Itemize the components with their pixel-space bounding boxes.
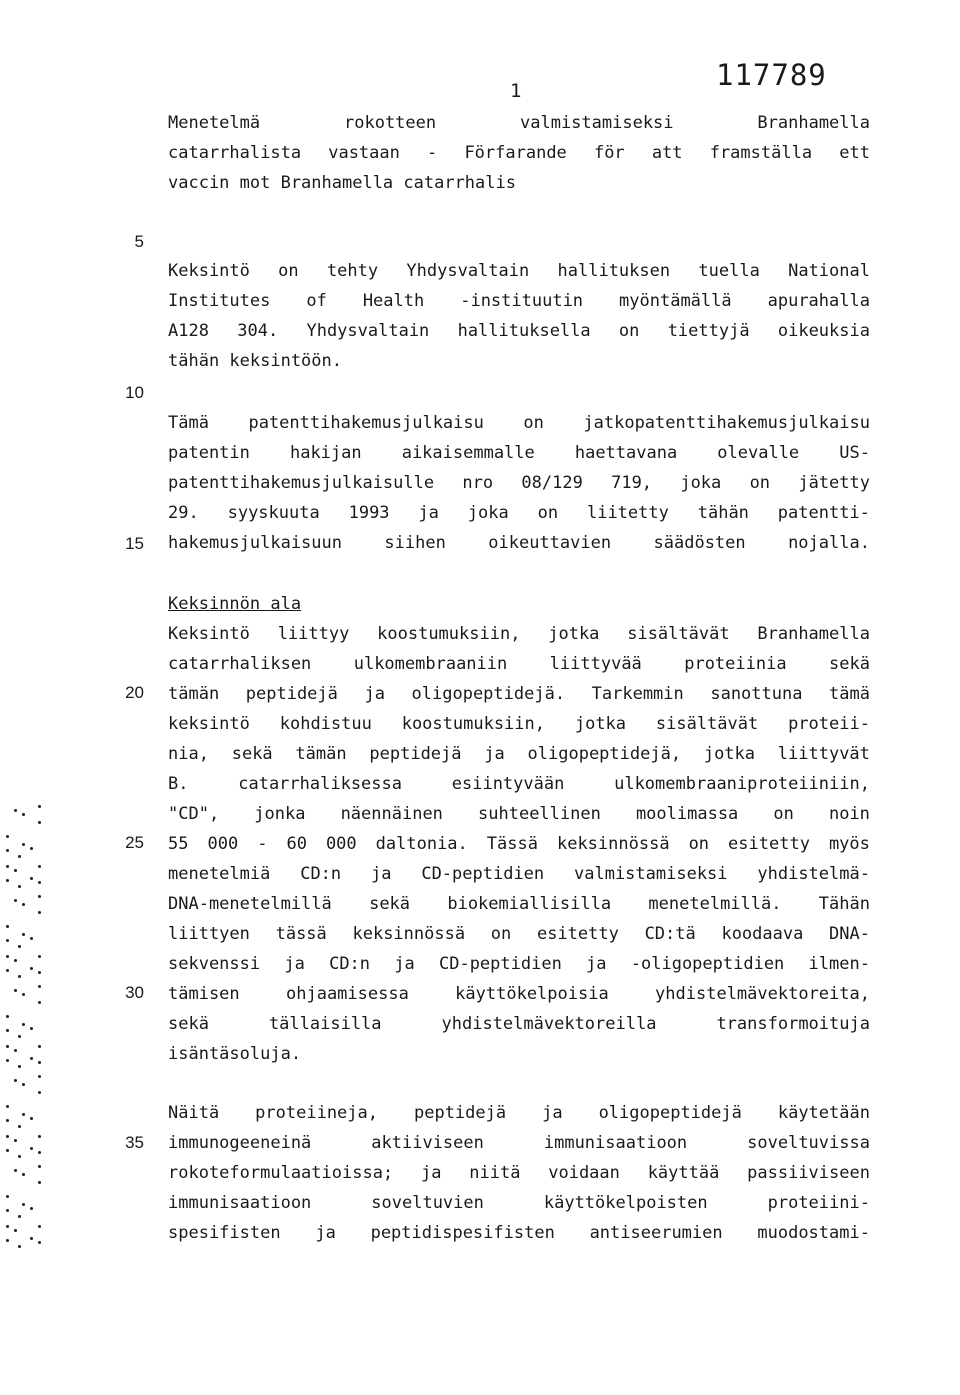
- para3-line: menetelmiä CD:n ja CD-peptidien valmistamiseksi yhdistelmä-: [168, 864, 870, 884]
- binding-dot: [6, 969, 9, 972]
- binding-dot: [38, 1135, 41, 1138]
- margin-line-number: 25: [125, 833, 144, 852]
- para3-line: "CD", jonka näennäinen suhteellinen moolimassa on noin: [168, 804, 870, 824]
- para3-line: DNA-menetelmillä sekä biokemiallisilla menetelmillä. Tähän: [168, 894, 870, 914]
- binding-dot: [18, 1215, 21, 1218]
- para3-line: 55 000 - 60 000 daltonia. Tässä keksinnössä on esitetty myös: [168, 834, 870, 854]
- binding-dot: [38, 805, 41, 808]
- binding-dot: [38, 865, 41, 868]
- binding-dots-decoration: [0, 805, 44, 1255]
- binding-dot: [30, 1057, 33, 1060]
- binding-dot: [6, 939, 9, 942]
- binding-dot: [6, 1225, 9, 1228]
- para2-line: patenttihakemusjulkaisulle nro 08/129 719, joka on jätetty: [168, 473, 870, 493]
- binding-dot: [6, 955, 9, 958]
- binding-dot: [6, 1149, 9, 1152]
- binding-dot: [30, 1027, 33, 1030]
- binding-dot: [22, 843, 25, 846]
- para4-line: immunogeeneinä aktiiviseen immunisaatioon soveltuvissa: [168, 1133, 870, 1153]
- binding-dot: [22, 993, 25, 996]
- binding-dot: [18, 1035, 21, 1038]
- para2-line: patentin hakijan aikaisemmalle haettavana olevalle US-: [168, 443, 870, 463]
- binding-dot: [6, 849, 9, 852]
- binding-dot: [6, 1135, 9, 1138]
- binding-dot: [22, 813, 25, 816]
- binding-dot: [6, 865, 9, 868]
- binding-dot: [30, 937, 33, 940]
- binding-dot: [6, 1029, 9, 1032]
- binding-dot: [14, 809, 17, 812]
- binding-dot: [18, 885, 21, 888]
- binding-dot: [30, 1207, 33, 1210]
- binding-dot: [38, 1241, 41, 1244]
- para3-line: nia, sekä tämän peptidejä ja oligopeptidejä, jotka liittyvät: [168, 744, 870, 764]
- binding-dot: [30, 1237, 33, 1240]
- para3-line: sekvenssi ja CD:n ja CD-peptidien ja -oligopeptidien ilmen-: [168, 954, 870, 974]
- para4-line: immunisaatioon soveltuvien käyttökelpoisten proteiini-: [168, 1193, 870, 1213]
- para2-line: hakemusjulkaisuun siihen oikeuttavien säädösten nojalla.: [168, 533, 870, 553]
- binding-dot: [6, 1195, 9, 1198]
- binding-dot: [6, 1119, 9, 1122]
- para3-line: isäntäsoluja.: [168, 1044, 302, 1064]
- binding-dot: [30, 877, 33, 880]
- binding-dot: [38, 1045, 41, 1048]
- binding-dot: [38, 911, 41, 914]
- binding-dot: [6, 879, 9, 882]
- binding-dot: [18, 1125, 21, 1128]
- binding-dot: [38, 955, 41, 958]
- binding-dot: [22, 1083, 25, 1086]
- binding-dot: [14, 1229, 17, 1232]
- para3-line: tämän peptidejä ja oligopeptidejä. Tarkemmin sanottuna tämä: [168, 684, 870, 704]
- binding-dot: [14, 1079, 17, 1082]
- para4-line: spesifisten ja peptidispesifisten antiseerumien muodostami-: [168, 1223, 870, 1243]
- margin-line-number: 15: [125, 534, 144, 553]
- binding-dot: [18, 975, 21, 978]
- binding-dot: [6, 925, 9, 928]
- binding-dot: [14, 1139, 17, 1142]
- binding-dot: [18, 1245, 21, 1248]
- binding-dot: [18, 1155, 21, 1158]
- para3-line: B. catarrhaliksessa esiintyvään ulkomembraaniproteiiniin,: [168, 774, 870, 794]
- binding-dot: [38, 1091, 41, 1094]
- margin-line-number: 20: [125, 683, 144, 702]
- binding-dot: [30, 1117, 33, 1120]
- binding-dot: [22, 1203, 25, 1206]
- binding-dot: [6, 835, 9, 838]
- binding-dot: [14, 989, 17, 992]
- section-heading: Keksinnön ala: [168, 594, 302, 614]
- binding-dot: [38, 895, 41, 898]
- binding-dot: [38, 1181, 41, 1184]
- binding-dot: [30, 847, 33, 850]
- binding-dot: [30, 1147, 33, 1150]
- para3-line: catarrhaliksen ulkomembraaniin liittyvää proteiinia sekä: [168, 654, 870, 674]
- binding-dot: [38, 1001, 41, 1004]
- binding-dot: [6, 1105, 9, 1108]
- binding-dot: [30, 967, 33, 970]
- title-line: catarrhalista vastaan - Förfarande för att framställa ett: [168, 143, 870, 163]
- para3-line: tämisen ohjaamisessa käyttökelpoisia yhdistelmävektoreita,: [168, 984, 870, 1004]
- title-line: Menetelmä rokotteen valmistamiseksi Branhamella: [168, 113, 870, 133]
- binding-dot: [38, 985, 41, 988]
- binding-dot: [6, 1209, 9, 1212]
- binding-dot: [38, 1225, 41, 1228]
- binding-dot: [38, 1075, 41, 1078]
- binding-dot: [14, 1169, 17, 1172]
- document-number: 117789: [716, 58, 827, 92]
- para4-line: rokoteformulaatioissa; ja niitä voidaan käyttää passiiviseen: [168, 1163, 870, 1183]
- binding-dot: [38, 821, 41, 824]
- margin-line-number: 30: [125, 983, 144, 1002]
- binding-dot: [18, 855, 21, 858]
- binding-dot: [22, 903, 25, 906]
- para2-line: Tämä patenttihakemusjulkaisu on jatkopatenttihakemusjulkaisu: [168, 413, 870, 433]
- para1-line: tähän keksintöön.: [168, 351, 342, 371]
- title-line: vaccin mot Branhamella catarrhalis: [168, 173, 516, 193]
- binding-dot: [6, 1239, 9, 1242]
- page-number: 1: [510, 80, 522, 102]
- para2-line: 29. syyskuuta 1993 ja joka on liitetty tähän patentti-: [168, 503, 870, 523]
- binding-dot: [14, 869, 17, 872]
- binding-dot: [6, 1015, 9, 1018]
- binding-dot: [14, 899, 17, 902]
- binding-dot: [6, 1045, 9, 1048]
- binding-dot: [18, 945, 21, 948]
- para1-line: Keksintö on tehty Yhdysvaltain hallituksen tuella National: [168, 261, 870, 281]
- para4-line: Näitä proteiineja, peptidejä ja oligopeptidejä käytetään: [168, 1103, 870, 1123]
- para3-line: liittyen tässä keksinnössä on esitetty CD:tä koodaava DNA-: [168, 924, 870, 944]
- binding-dot: [18, 1065, 21, 1068]
- binding-dot: [22, 933, 25, 936]
- margin-line-number: 10: [125, 383, 144, 402]
- para1-line: A128 304. Yhdysvaltain hallituksella on tiettyjä oikeuksia: [168, 321, 870, 341]
- para3-line: sekä tällaisilla yhdistelmävektoreilla transformoituja: [168, 1014, 870, 1034]
- para1-line: Institutes of Health -instituutin myöntämällä apurahalla: [168, 291, 870, 311]
- binding-dot: [38, 881, 41, 884]
- margin-line-number: 35: [125, 1133, 144, 1152]
- para3-line: Keksintö liittyy koostumuksiin, jotka sisältävät Branhamella: [168, 624, 870, 644]
- binding-dot: [22, 1173, 25, 1176]
- binding-dot: [38, 971, 41, 974]
- binding-dot: [38, 1165, 41, 1168]
- para3-line: keksintö kohdistuu koostumuksiin, jotka sisältävät proteii-: [168, 714, 870, 734]
- margin-line-number: 5: [134, 232, 144, 251]
- binding-dot: [6, 1059, 9, 1062]
- binding-dot: [22, 1113, 25, 1116]
- binding-dot: [22, 1023, 25, 1026]
- binding-dot: [14, 959, 17, 962]
- binding-dot: [38, 1061, 41, 1064]
- binding-dot: [38, 1151, 41, 1154]
- binding-dot: [14, 1049, 17, 1052]
